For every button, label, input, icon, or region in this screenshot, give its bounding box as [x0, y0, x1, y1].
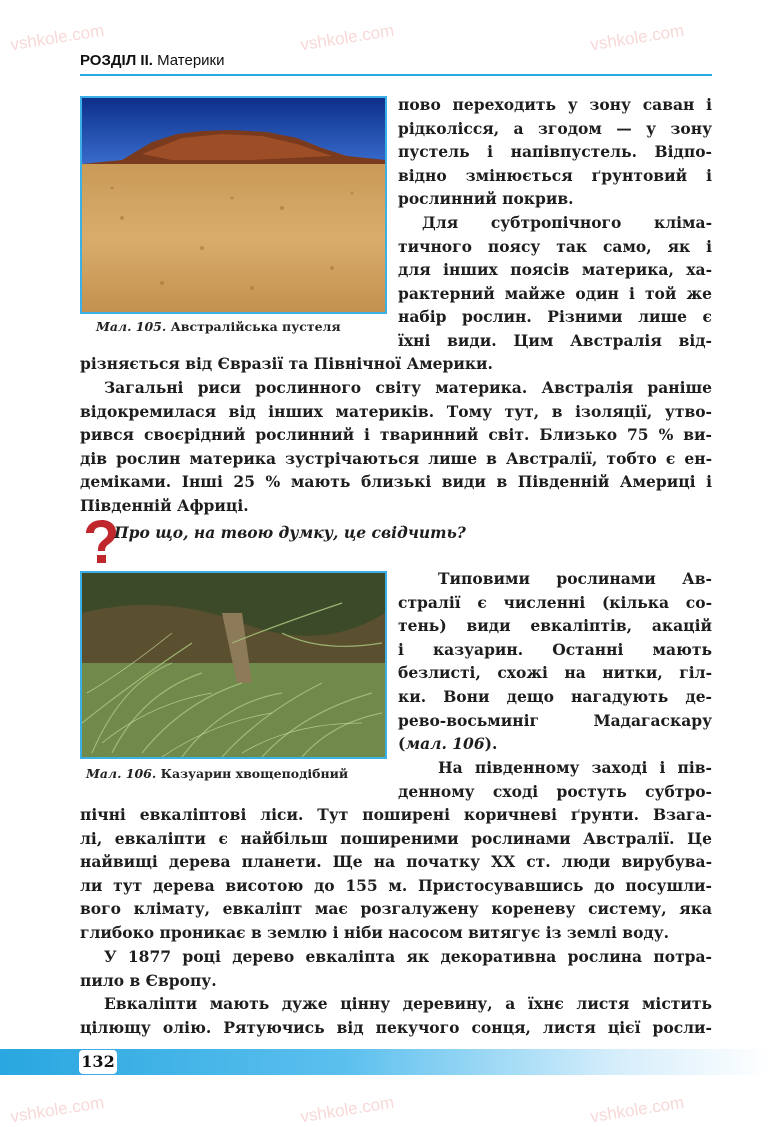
text-line: тень) види евкаліптів, акацій [398, 616, 712, 636]
section-label: РОЗДІЛ ІІ. [80, 52, 153, 69]
paragraph-zones [398, 93, 712, 211]
paragraph-flora-features [80, 376, 712, 518]
text-line: У 1877 році дерево евкаліпта як декоративна рослина потра- [104, 947, 712, 966]
watermark: vshkole.com [589, 20, 686, 55]
text-line: безлисті, схожі на нитки, гіл- [398, 663, 712, 683]
paragraph-wood-oil [80, 992, 712, 1039]
text-fragment: ). [484, 734, 498, 754]
figure-105-image [80, 96, 387, 314]
paragraph-typical-plants [398, 567, 712, 756]
section-title: Материки [157, 52, 225, 69]
figure-106-caption [86, 766, 348, 781]
text-line: рактерний майже один і той же [398, 283, 712, 303]
text-fragment: Австралія раніше [527, 378, 713, 397]
text-line: рево-восьминіг Мадагаскару [398, 710, 712, 730]
text-line: різняється від Євразії та Північної Америки. [80, 354, 493, 373]
figure-105-caption [96, 319, 341, 334]
text-line: цілющу олію. Рятуючись від пекучого сонця, листя цієї росли- [80, 1017, 712, 1037]
text-line: пустель і напівпустель. Відпо- [398, 142, 712, 162]
text-line: їхні види. Цим Австралія від- [398, 330, 712, 350]
paragraph-1877 [80, 945, 712, 992]
text-line [398, 732, 712, 756]
watermark: vshkole.com [589, 1092, 686, 1127]
text-line: рідколісся, а згодом — у зону [398, 118, 712, 138]
text-line: Південній Африці. [80, 495, 249, 515]
text-line: найвищі дерева планети. Ще на початку XX ст. люди вирубува- [80, 852, 712, 872]
text-line: тичного поясу так само, як і [398, 236, 712, 256]
text-line: лі, евкаліпти є найбільш поширеними рослинами Австралії. Це [80, 828, 712, 848]
desert-photo [82, 98, 385, 312]
text-fragment: ( [398, 734, 406, 754]
text-line [80, 376, 712, 400]
text-line: стралії є численні (кілька со- [398, 592, 712, 612]
watermark: vshkole.com [9, 20, 106, 55]
text-line: На південному заході і пів- [438, 758, 712, 777]
paragraph-eucalyptus [80, 803, 712, 945]
paragraph-eucalyptus-forests [398, 756, 712, 803]
text-line: Евкаліпти мають дуже цінну деревину, а їхнє листя містить [104, 994, 712, 1013]
text-line: вого клімату, евкаліпт має розгалужену кореневу систему, яка [80, 899, 712, 919]
figure-106-image [80, 571, 387, 759]
casuarina-photo [82, 573, 385, 757]
watermark: vshkole.com [299, 20, 396, 55]
text-line: денному сході ростуть субтро- [398, 781, 712, 801]
watermark: vshkole.com [299, 1092, 396, 1127]
paragraph-subtropical [398, 211, 712, 353]
text-line: відокремилася від інших материків. Тому тут, в ізоляції, утво- [80, 401, 712, 421]
text-line: і казуарин. Останні мають [398, 639, 712, 659]
text-line: глибоко проникає в землю і ніби насосом витягує із землі воду. [80, 922, 670, 942]
caption-number: Мал. 105. [96, 319, 167, 334]
text-line: Для субтропічного кліма- [422, 213, 712, 232]
text-line: набір рослин. Різними лише є [398, 307, 712, 327]
text-line: пово переходить у зону саван і [398, 95, 712, 114]
caption-text: Казуарин хвощеподібний [160, 766, 349, 781]
page-number: 132 [79, 1050, 117, 1074]
section-header [80, 52, 224, 69]
text-line: деміками. Інші 25 % мають близькі види в Південній Америці і [80, 472, 712, 492]
text-line: пічні евкаліптові ліси. Тут поширені коричневі ґрунти. Взага- [80, 805, 712, 824]
text-line: дів рослин материка зустрічаються лише в Австралії, тобто є ен- [80, 448, 712, 468]
text-line: рився своєрідний рослинний і тваринний світ. Близько 75 % ви- [80, 425, 712, 445]
paragraph-subtropical-end [80, 352, 712, 376]
paragraph-heading: Загальні риси рослинного світу материка. [104, 378, 528, 397]
text-line: для інших поясів материка, ха- [398, 260, 712, 280]
figure-reference: мал. 106 [405, 734, 485, 754]
discussion-question: Про що, на твою думку, це свідчить? [114, 523, 466, 542]
text-line: Типовими рослинами Ав- [438, 569, 712, 588]
text-line: пило в Європу. [80, 970, 217, 990]
text-line: ли тут дерева висотою до 155 м. Пристосувавшись до посушли- [80, 875, 712, 895]
text-line: рослинний покрив. [398, 189, 574, 209]
text-line: відно змінюється ґрунтовий і [398, 165, 712, 185]
watermark: vshkole.com [9, 1092, 106, 1127]
header-divider [80, 74, 712, 76]
caption-text: Австралійська пустеля [170, 319, 341, 334]
caption-number: Мал. 106. [86, 766, 157, 781]
text-line: ки. Вони дещо нагадують де- [398, 686, 712, 706]
